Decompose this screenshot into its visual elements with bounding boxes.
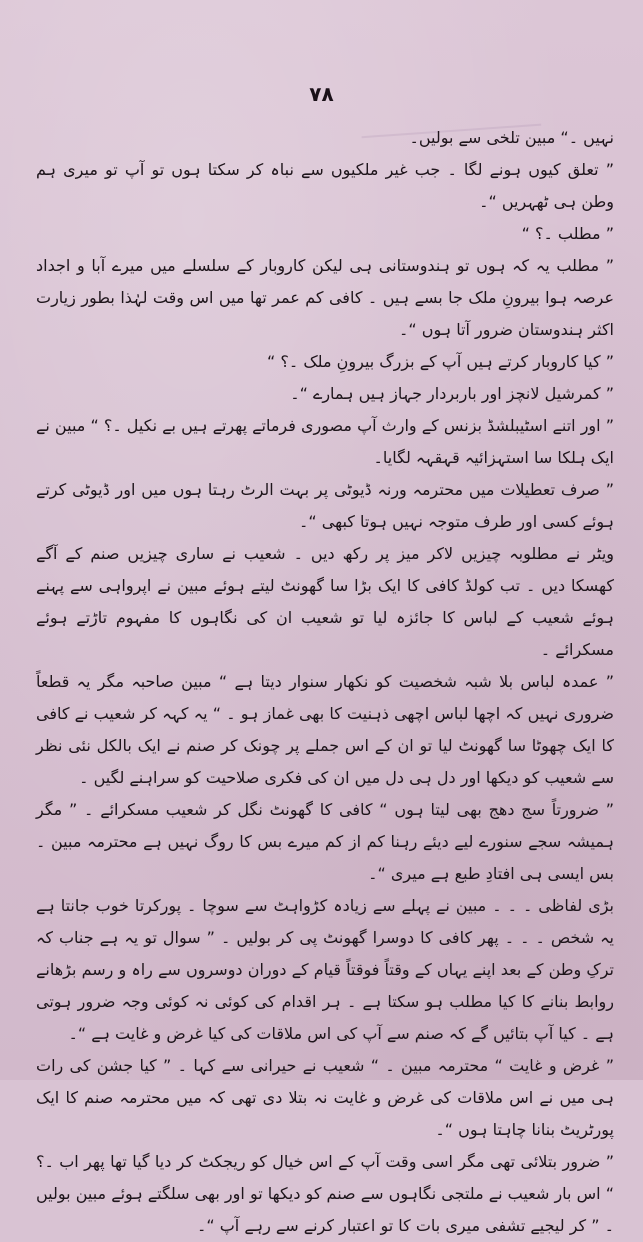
paragraph: ” تعلق کیوں ہونے لگا ۔ جب غیر ملکیوں سے نباہ کر سکتا ہوں تو آپ تو میری ہم وطن ہی ٹھہریں “۔ [36,160,614,211]
paragraph: ” مطلب یہ کہ ہوں تو ہندوستانی ہی لیکن کاروبار کے سلسلے میں میرے آبا و اجداد عرصہ ہوا بیرونِ ملک جا بسے ہیں ۔ کافی کم عمر تھا میں اس وقت لہٰذا بطور زیارت اکثر ہندوستان ضرور آتا ہوں “۔ [36,256,614,339]
paragraph: ” ضرور بتلائی تھی مگر اسی وقت آپ کے اس خیال کو ریجکٹ کر دیا گیا تھا پھر اب ۔؟ “ اس بار شعیب نے ملتجی نگاہوں سے صنم کو دیکھا تو اور بھی سلگتے ہوئے مبین بولیں ۔ ” کر لیجیے تشفی میری بات کا تو اعتبار کرنے سے رہے آپ “۔ [36,1152,614,1235]
paragraph: ” اور اتنے اسٹیبلشڈ بزنس کے وارث آپ مصوری فرماتے پھرتے ہیں بے نکیل ۔؟ “ مبین نے ایک ہلکا سا استہزائیہ قہقہہ لگایا۔ [36,416,614,467]
paragraph: ” کیا کاروبار کرتے ہیں آپ کے بزرگ بیرونِ ملک ۔؟ “ [267,352,614,371]
paragraph: بڑی لفاظی ۔ ۔ ۔ مبین نے پہلے سے زیادہ کڑواہٹ سے سوچا ۔ پورکرتا خوب جانتا ہے یہ شخص ۔ ۔ ۔ پھر کافی کا دوسرا گھونٹ پی کر بولیں ۔ ” سوال تو یہ ہے جناب کہ ترکِ وطن کے بعد اپنے یہاں کے وقتاً فوقتاً قیام کے دوران دوسروں سے راہ و رسم بڑھانے روابط بنانے کا کیا مطلب ہو سکتا ہے ۔ ہر اقدام کی کوئی نہ کوئی وجہ ضرور ہوتی ہے ۔ کیا آپ بتائیں گے کہ صنم سے آپ کی اس ملاقات کی کیا غرض و غایت ہے “۔ [36,896,614,1043]
paragraph: ” صرف تعطیلات میں محترمہ ورنہ ڈیوٹی پر بہت الرٹ رہتا ہوں میں اور ڈیوٹی کرتے ہوئے کسی اور طرف متوجہ نہیں ہوتا کبھی “۔ [36,480,614,531]
paragraph: ” مطلب ۔؟ “ [521,224,614,243]
paragraph: ” کمرشیل لانچز اور باربردار جہاز ہیں ہمارے “۔ [290,384,614,403]
paragraph: ” غرض و غایت “ محترمہ مبین ۔ “ شعیب نے حیرانی سے کہا ۔ ” کیا جشن کی رات ہی میں نے اس ملاقات کی غرض و غایت نہ بتلا دی تھی کہ میں محترمہ صنم کا ایک پورٹریٹ بنانا چاہتا ہوں “۔ [36,1056,614,1139]
paragraph: ” ضرورتاً سج دھج بھی لیتا ہوں “ کافی کا گھونٹ نگل کر شعیب مسکرائے ۔ ” مگر ہمیشہ سجے سنورے لیے دیئے رہنا کم از کم میرے بس کا روگ نہیں ہے محترمہ مبین ۔ بس ایسی ہی افتادِ طبع ہے میری “۔ [36,800,614,883]
paragraph: ” عمدہ لباس بلا شبہ شخصیت کو نکھار سنوار دیتا ہے “ مبین صاحبہ مگر یہ قطعاً ضروری نہیں کہ اچھا لباس اچھی ذہنیت کا بھی غماز ہو ۔ “ یہ کہہ کر شعیب نے کافی کا ایک چھوٹا سا گھونٹ لیا تو ان کے اس جملے پر چونک کر صنم نے ایک بالکل نئی نظر سے شعیب کو دیکھا اور دل ہی دل میں ان کی فکری صلاحیت کو سراہنے لگیں ۔ [36,672,614,787]
page-number: ۷۸ [309,82,334,106]
paragraph: ویٹر نے مطلوبہ چیزیں لاکر میز پر رکھ دیں ۔ شعیب نے ساری چیزیں صنم کے آگے کھسکا دیں ۔ تب کولڈ کافی کا ایک بڑا سا گھونٹ لیتے ہوئے مبین نے اپرواہی سے پہنے ہوئے شعیب کے لباس کا جائزہ لیا تو شعیب ان کی نگاہوں کا مفہوم تاڑتے ہوئے مسکرائے ۔ [36,544,614,659]
paragraph: نہیں ۔“ مبین تلخی سے بولیں۔ [409,128,614,147]
urdu-text-body [36,122,614,1242]
